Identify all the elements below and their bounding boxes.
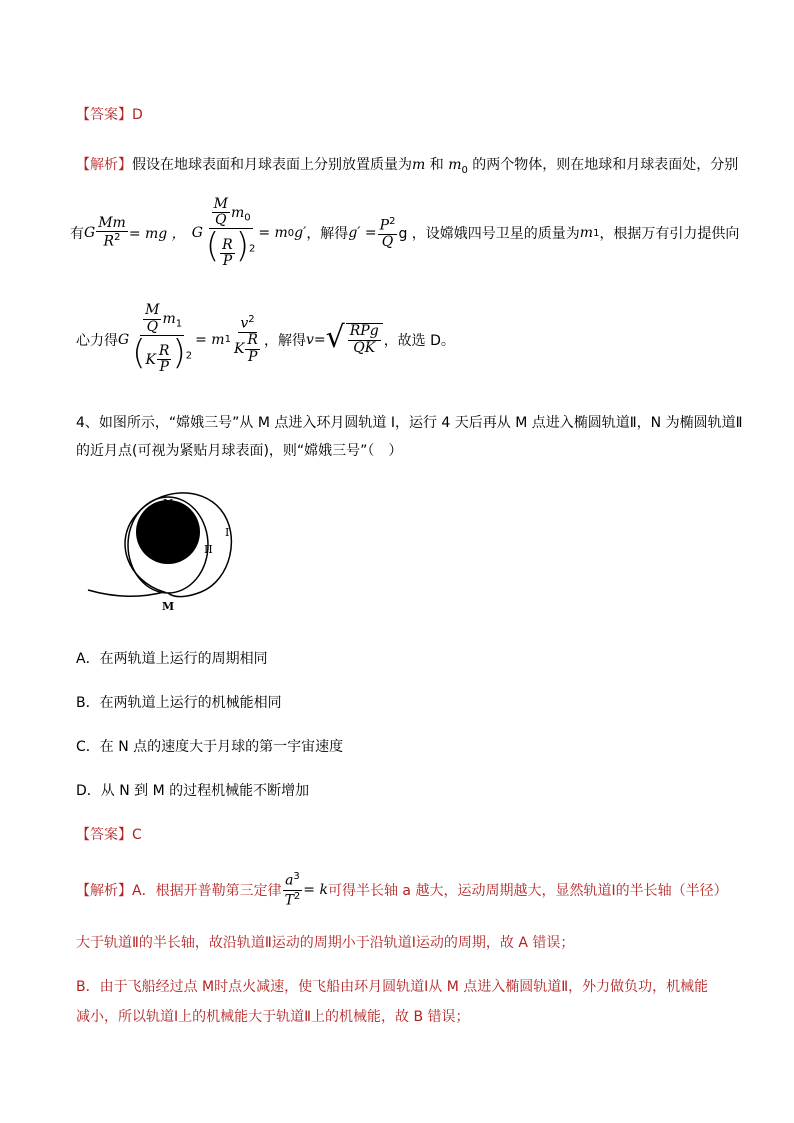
option-d: D．从 N 到 M 的过程机械能不断增加 — [76, 783, 310, 799]
analysis-2-line-1: 【解析】 A．根据开普勒第三定律 $\frac{a^3}{T^2}$ = k 可得半长轴 a 越大，运动周期越大，显然轨道Ⅰ的半长轴（半径） — [76, 871, 728, 909]
analysis-text: 假设在地球表面和月球表面上分别放置质量为 — [132, 157, 412, 173]
fraction-v2: $v^2$ K $\frac{R}{P}$ — [233, 314, 258, 365]
fraction-mm-r2: $\frac{Mm}{R^2}$ — [98, 214, 126, 250]
answer-1 — [76, 104, 143, 124]
label-N: N — [163, 497, 174, 510]
fraction-big-2: $\frac{M}{Q}$ $m_1$ (K $\frac{R}{P}$ )$^2$ — [132, 302, 193, 376]
analysis-2-line-3: B．由于飞船经过点 M时点火减速，使飞船由环月圆轨道Ⅰ从 M 点进入椭圆轨道Ⅱ，外力做负功，机械能 — [76, 979, 709, 995]
analysis-2-line-4: 减小，所以轨道Ⅰ上的机械能大于轨道Ⅱ上的机械能，故 B 错误； — [76, 1009, 470, 1025]
analysis-1-line-2: 有 G $\frac{Mm}{R^2}$ = mg ， G $\frac{M}{Q}$ $m_0$ ( $\frac{R}{P}$ )$^2$ = m 0 g′ ，解得 g′ = $\frac{P^2}{Q}$ g ，设嫦娥四号卫星的质量为 m 1 ，根据万有引力提供向 — [70, 195, 740, 269]
answer-value: D — [132, 107, 143, 123]
analysis-label: 【解析】 — [76, 157, 132, 173]
question-4-line-2: 的近月点(可视为紧贴月球表面)，则“嫦娥三号”（ ） — [76, 443, 403, 459]
fraction-big-1: $\frac{M}{Q}$ $m_0$ ( $\frac{R}{P}$ )$^2$ — [205, 195, 256, 269]
option-a: A．在两轨道上运行的周期相同 — [76, 651, 268, 667]
sqrt-expression: √ $\frac{\text{RPg}}{QK}$ — [326, 323, 384, 356]
analysis-1-line-1: 【解析】假设在地球表面和月球表面上分别放置质量为m 和 $m_0$ 的两个物体，则在地球和月球表面处，分别 — [76, 157, 739, 176]
analysis-2-line-2: 大于轨道Ⅱ的半长轴，故沿轨道Ⅱ运动的周期小于沿轨道Ⅰ运动的周期，故 A 错误； — [76, 935, 575, 951]
answer-2: 【答案】C — [76, 827, 142, 843]
option-c: C．在 N 点的速度大于月球的第一宇宙速度 — [76, 739, 344, 755]
label-I: I — [225, 526, 230, 539]
fraction-p2-q: $\frac{P^2}{Q}$ — [379, 215, 396, 250]
orbit-figure — [86, 480, 246, 620]
fraction-a3-t2: $\frac{a^3}{T^2}$ — [284, 871, 301, 909]
label-II: II — [204, 543, 213, 556]
label-M: M — [162, 600, 175, 613]
answer-label: 【答案】 — [76, 107, 132, 123]
option-b: B．在两轨道上运行的机械能相同 — [76, 695, 282, 711]
analysis-1-line-3: 心力得 G $\frac{M}{Q}$ $m_1$ (K $\frac{R}{P}$ )$^2$ = m 1 $v^2$ K $\frac{R}{P}$ ，解得 v = √ $\frac{\text{RPg}}{QK}$ ，故选 D。 — [76, 302, 455, 376]
question-4-line-1: 4、如图所示，“嫦娥三号”从 M 点进入环月圆轨道 I，运行 4 天后再从 M 点进入椭圆轨道Ⅱ，N 为椭圆轨道Ⅱ — [76, 415, 743, 431]
